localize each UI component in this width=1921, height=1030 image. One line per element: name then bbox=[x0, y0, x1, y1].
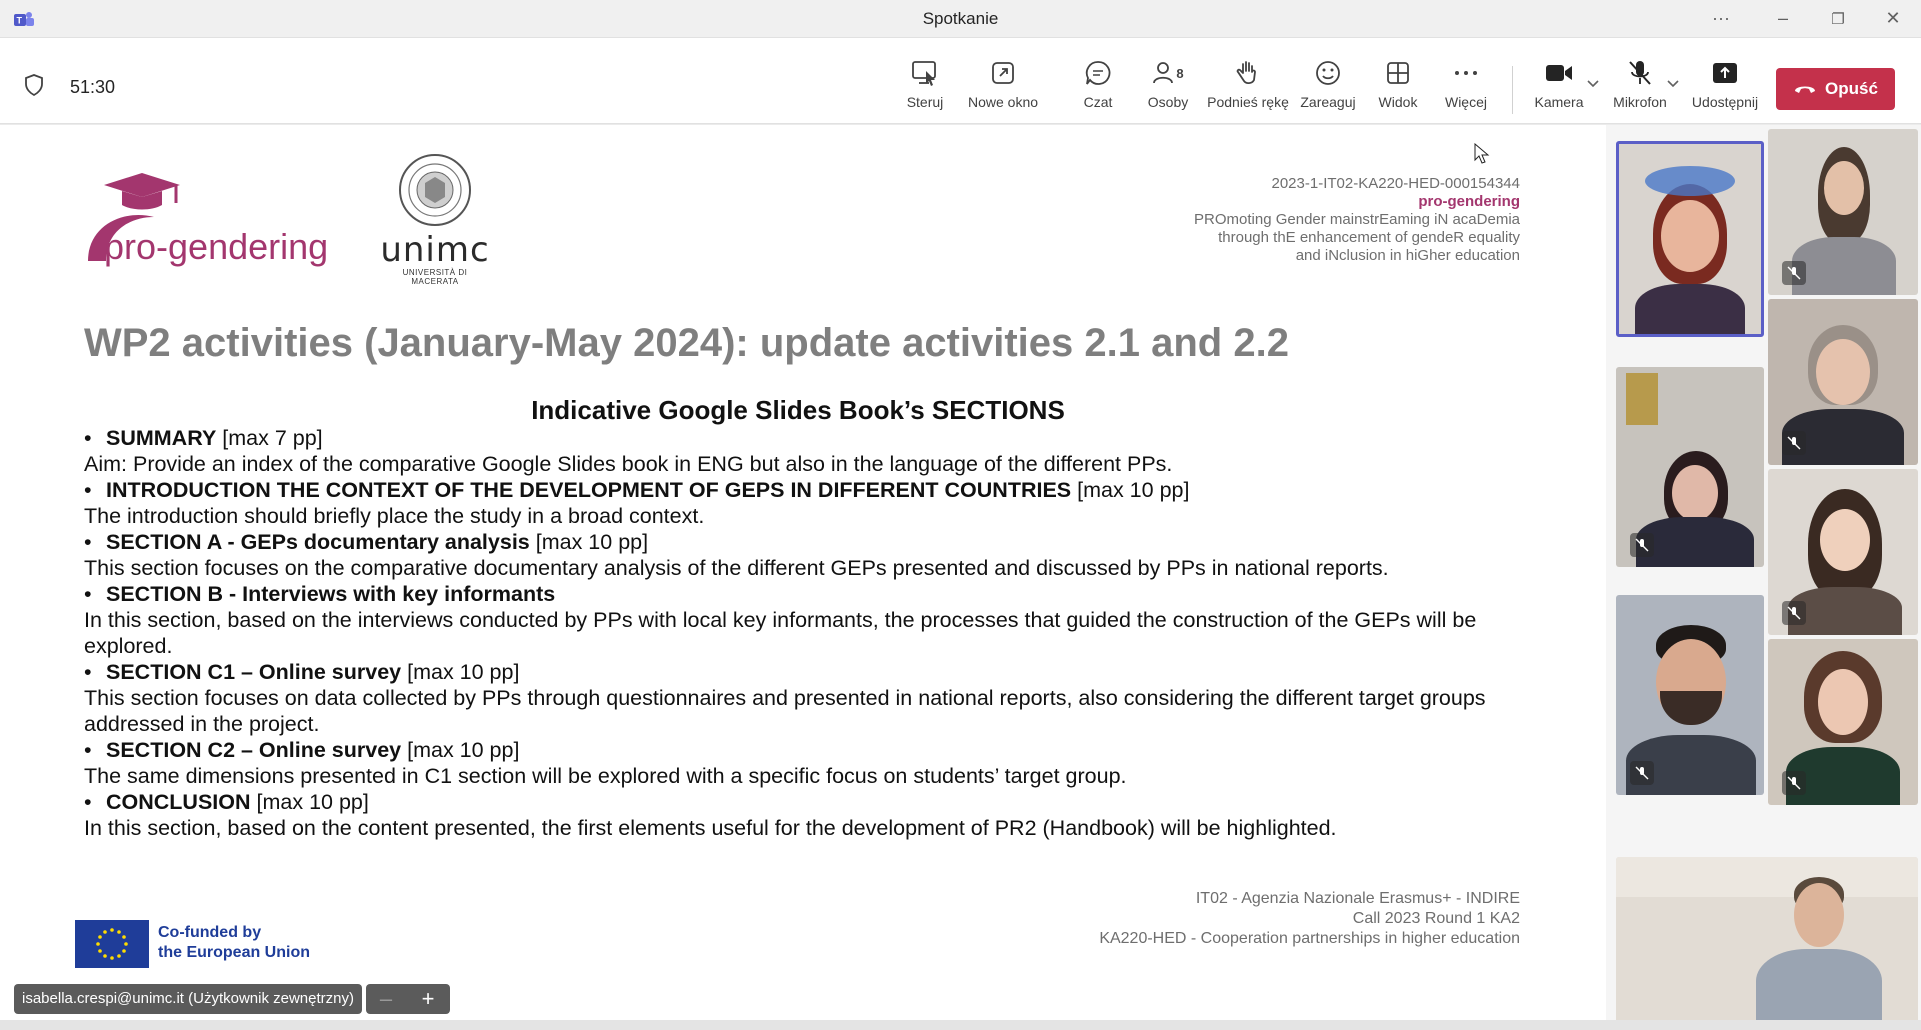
bullet: • bbox=[84, 530, 92, 554]
slide-footer bbox=[1099, 889, 1520, 949]
mic-muted-icon bbox=[1635, 766, 1649, 780]
project-info bbox=[1194, 175, 1520, 265]
section-heading: SECTION A - GEPs documentary analysis bbox=[106, 530, 530, 554]
window-bottom-edge bbox=[0, 1020, 1921, 1030]
pop-out-button[interactable] bbox=[962, 56, 1044, 116]
people-label: Osoby bbox=[1147, 94, 1189, 110]
microphone-button[interactable] bbox=[1610, 56, 1670, 116]
window-more-button[interactable]: ··· bbox=[1712, 8, 1730, 28]
raise-hand-button[interactable] bbox=[1206, 56, 1290, 116]
participant-video-tile[interactable] bbox=[1768, 299, 1918, 465]
view-icon bbox=[1385, 60, 1411, 86]
svg-text:T: T bbox=[16, 15, 22, 26]
slide-title: WP2 activities (January-May 2024): update activities 2.1 and 2.2 bbox=[84, 321, 1289, 365]
bullet: • bbox=[84, 660, 92, 684]
participant-video-tile[interactable] bbox=[1768, 639, 1918, 805]
participant-video-tile[interactable] bbox=[1768, 129, 1918, 295]
share-icon bbox=[1711, 61, 1739, 85]
react-icon bbox=[1314, 59, 1342, 87]
view-button[interactable] bbox=[1374, 56, 1422, 116]
section-heading: SUMMARY bbox=[106, 426, 217, 450]
section-limit: [max 10 pp] bbox=[250, 790, 369, 814]
pop-out-label: Nowe okno bbox=[967, 94, 1039, 110]
section-item bbox=[84, 737, 1504, 789]
unimc-logo bbox=[380, 153, 490, 286]
pro-gendering-logo bbox=[84, 173, 344, 278]
more-label: Więcej bbox=[1444, 94, 1487, 110]
microphone-options-chevron-down-icon[interactable] bbox=[1667, 80, 1679, 88]
participant-video-tile[interactable] bbox=[1616, 141, 1764, 337]
people-count-badge: 8 bbox=[1176, 65, 1184, 81]
eu-text-line-2: the European Union bbox=[158, 944, 310, 961]
mic-muted-icon bbox=[1787, 606, 1801, 620]
section-limit: [max 10 pp] bbox=[401, 738, 520, 762]
window-title: Spotkanie bbox=[922, 9, 999, 28]
section-limit: [max 10 pp] bbox=[401, 660, 520, 684]
microphone-label: Mikrofon bbox=[1613, 94, 1667, 110]
unimc-wordmark: unimc bbox=[380, 230, 490, 270]
section-heading: SECTION B - Interviews with key informants bbox=[106, 582, 556, 606]
pop-out-icon bbox=[990, 60, 1016, 86]
chat-icon bbox=[1084, 59, 1112, 87]
participant-muted-indicator bbox=[1782, 771, 1806, 795]
restore-button[interactable]: ❐ bbox=[1831, 11, 1845, 28]
project-desc-2: through thE enhancement of gendeR equality bbox=[1218, 229, 1520, 246]
section-text: This section focuses on the comparative documentary analysis of the different GEPs presented and discussed by PPs in national reports. bbox=[84, 556, 1389, 580]
camera-label: Kamera bbox=[1534, 94, 1584, 110]
section-limit: [max 10 pp] bbox=[529, 530, 649, 554]
graduation-cap-logo-icon bbox=[84, 173, 344, 273]
camera-button[interactable] bbox=[1530, 56, 1588, 116]
slide-sections bbox=[84, 425, 1504, 841]
section-item bbox=[84, 789, 1504, 841]
section-heading: INTRODUCTION THE CONTEXT OF THE DEVELOPMENT OF GEPS IN DIFFERENT COUNTRIES bbox=[106, 478, 1072, 502]
share-label: Udostępnij bbox=[1691, 94, 1759, 110]
participants-gallery bbox=[1606, 125, 1921, 1030]
section-heading: SECTION C2 – Online survey bbox=[106, 738, 402, 762]
camera-icon bbox=[1544, 62, 1574, 84]
mic-muted-icon bbox=[1787, 266, 1801, 280]
shared-slide bbox=[8, 125, 1606, 1025]
share-control-label: Steruj bbox=[906, 94, 944, 110]
bullet: • bbox=[84, 426, 92, 450]
chat-button[interactable] bbox=[1078, 56, 1118, 116]
more-button[interactable] bbox=[1440, 56, 1492, 116]
section-text: In this section, based on the content presented, the first elements useful for the development of PR2 (Handbook) will be highlighted. bbox=[84, 816, 1337, 840]
toolbar-separator bbox=[1512, 66, 1513, 114]
raise-hand-icon bbox=[1235, 59, 1261, 87]
university-seal-icon bbox=[398, 153, 472, 227]
section-item bbox=[84, 425, 1504, 477]
share-control-button[interactable] bbox=[894, 56, 956, 116]
react-button[interactable] bbox=[1298, 56, 1358, 116]
presenter-name-label: isabella.crespi@unimc.it (Użytkownik zewnętrzny) bbox=[14, 984, 362, 1014]
section-text: In this section, based on the interviews conducted by PPs with local key informants, the processes that guided the construction of the GEPs will be explored. bbox=[84, 608, 1477, 658]
bullet: • bbox=[84, 738, 92, 762]
mic-muted-icon bbox=[1635, 538, 1649, 552]
people-button[interactable] bbox=[1144, 56, 1192, 116]
hang-up-icon bbox=[1793, 83, 1817, 95]
leave-label: Opuść bbox=[1825, 79, 1878, 98]
eu-flag-icon bbox=[75, 920, 149, 968]
pro-gendering-logo-text: pro-gendering bbox=[104, 226, 329, 267]
participant-video-tile[interactable] bbox=[1616, 367, 1764, 567]
section-item bbox=[84, 529, 1504, 581]
zoom-in-button[interactable]: + bbox=[421, 986, 435, 1011]
react-label: Zareaguj bbox=[1300, 94, 1356, 110]
project-name: pro-gendering bbox=[1418, 193, 1520, 210]
section-heading: SECTION C1 – Online survey bbox=[106, 660, 402, 684]
footer-line-2: Call 2023 Round 1 KA2 bbox=[1352, 910, 1520, 927]
leave-meeting-button[interactable] bbox=[1776, 68, 1895, 110]
footer-line-3: KA220-HED - Cooperation partnerships in higher education bbox=[1099, 930, 1520, 947]
bullet: • bbox=[84, 790, 92, 814]
mic-muted-icon bbox=[1787, 436, 1801, 450]
meeting-toolbar bbox=[0, 38, 1921, 124]
section-item bbox=[84, 659, 1504, 737]
more-icon bbox=[1453, 69, 1479, 77]
participant-muted-indicator bbox=[1782, 261, 1806, 285]
share-button[interactable] bbox=[1690, 56, 1760, 116]
unimc-subtitle: UNIVERSITÀ DI MACERATA bbox=[402, 268, 468, 286]
section-text: This section focuses on data collected by PPs through questionnaires and presented in national reports, also considering the different target groups addressed in the project. bbox=[84, 686, 1486, 736]
bullet: • bbox=[84, 478, 92, 502]
participant-muted-indicator bbox=[1630, 533, 1654, 557]
share-control-icon bbox=[910, 59, 940, 87]
footer-line-1: IT02 - Agenzia Nazionale Erasmus+ - INDIRE bbox=[1195, 890, 1520, 907]
camera-options-chevron-down-icon[interactable] bbox=[1587, 80, 1599, 88]
chat-label: Czat bbox=[1083, 94, 1113, 110]
slide-subtitle: Indicative Google Slides Book’s SECTIONS bbox=[531, 395, 1065, 425]
participant-video-tile[interactable] bbox=[1616, 857, 1918, 1027]
mouse-cursor-icon bbox=[1474, 143, 1490, 165]
people-icon bbox=[1152, 60, 1174, 86]
section-heading: CONCLUSION bbox=[106, 790, 251, 814]
minimize-button[interactable]: – bbox=[1777, 8, 1788, 28]
participant-muted-indicator bbox=[1782, 601, 1806, 625]
project-desc-1: PROmoting Gender mainstrEaming iN acaDemia bbox=[1194, 211, 1520, 228]
mic-muted-icon bbox=[1787, 776, 1801, 790]
title-bar bbox=[0, 0, 1921, 38]
participant-video-tile[interactable] bbox=[1768, 469, 1918, 635]
shield-icon[interactable] bbox=[24, 74, 44, 96]
zoom-controls bbox=[366, 984, 450, 1014]
section-item bbox=[84, 477, 1504, 529]
bullet: • bbox=[84, 582, 92, 606]
meeting-timer: 51:30 bbox=[70, 77, 116, 97]
participant-muted-indicator bbox=[1782, 431, 1806, 455]
eu-text-line-1: Co-funded by bbox=[158, 924, 262, 941]
section-limit: [max 7 pp] bbox=[216, 426, 323, 450]
close-window-button[interactable]: ✕ bbox=[1885, 8, 1901, 28]
section-text: The introduction should briefly place the study in a broad context. bbox=[84, 504, 705, 528]
project-code: 2023-1-IT02-KA220-HED-000154344 bbox=[1271, 175, 1520, 192]
mic-muted-icon bbox=[1627, 59, 1653, 87]
section-limit: [max 10 pp] bbox=[1071, 478, 1190, 502]
participant-video-tile[interactable] bbox=[1616, 595, 1764, 795]
section-item bbox=[84, 581, 1504, 659]
project-desc-3: and iNclusion in hiGher education bbox=[1295, 247, 1520, 264]
section-text: Aim: Provide an index of the comparative Google Slides book in ENG but also in the language of the different PPs. bbox=[84, 452, 1173, 476]
section-text: The same dimensions presented in C1 section will be explored with a specific focus on students’ target group. bbox=[84, 764, 1127, 788]
participant-muted-indicator bbox=[1630, 761, 1654, 785]
zoom-out-button[interactable]: – bbox=[379, 986, 393, 1011]
raise-hand-label: Podnieś rękę bbox=[1207, 94, 1289, 110]
view-label: Widok bbox=[1378, 94, 1418, 110]
